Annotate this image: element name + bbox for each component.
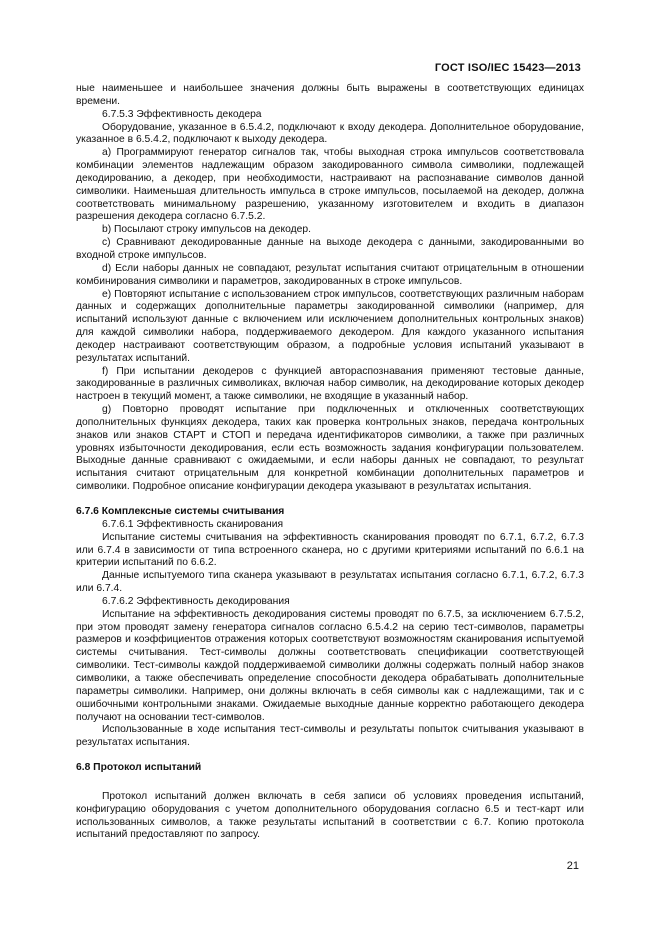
list-item-c: c) Сравнивают декодированные данные на выходе декодера с данными, закодированными во входной строке импульсов.	[76, 237, 584, 261]
list-item-a: a) Программируют генератор сигналов так, чтобы выходная строка импульсов соответствовала комбинации элементов надлежащим образом закодированного символа символики, подлежащей декодированию, а декодер, при необходимости, настраивают на распознавание символов данной символики. Наименьшая длительность импульса в строке импульсов, посылаемой на декодер, должна соответствовать минимальному разрешению, указанному изготовителем и входить в диапазон разрешения декодера согласно 6.7.5.2.	[76, 147, 584, 223]
document-body	[76, 83, 584, 842]
paragraph: Испытание системы считывания на эффективность сканирования проводят по 6.7.1, 6.7.2, 6.7.3 или 6.7.4 в зависимости от типа встроенного сканера, но с другими критериями испытаний по 6.6.1 на критерии испытаний по 6.6.2.	[76, 531, 584, 569]
spacer	[76, 750, 584, 762]
section-heading-6-7-6: 6.7.6 Комплексные системы считывания	[76, 506, 285, 517]
subsection-heading-6-7-6-1: 6.7.6.1 Эффективность сканирования	[102, 518, 284, 530]
standard-designation: ГОСТ ISO/IEC 15423—2013	[434, 62, 581, 74]
paragraph: Данные испытуемого типа сканера указывают в результатах испытания согласно 6.7.1, 6.7.2, 6.7.3 или 6.7.4.	[76, 570, 584, 595]
paragraph-continuation: ные наименьшее и наибольшее значения должны быть выражены в соответствующих единицах времени.	[76, 83, 584, 107]
spacer	[76, 775, 584, 791]
list-item-g: g) Повторно проводят испытание при подключенных и отключенных соответствующих дополнительных функциях декодера, таких как проверка контрольных знаков, передача контрольных знаков или знаков СТАРТ и СТОП и передача идентификаторов символики, а также при различных уровнях избыточности декодирования, если есть возможность задания конфигурации пользователем. Выходные данные сравнивают с ожидаемыми, и если наборы данных не совпадают, то результат испытания считают отрицательным для конкретной комбинации дополнительных параметров и символики. Подробное описание конфигурации декодера указывают в результатах испытания.	[76, 404, 584, 493]
section-heading-6-8: 6.8 Протокол испытаний	[76, 762, 202, 774]
paragraph: Испытание на эффективность декодирования системы проводят по 6.7.5, за исключением 6.7.5.2, при этом проводят замену генератора сигналов согласно 6.5.4.2 на серию тест-символов, параметры размеров и коэффициентов отражения которых соответствуют возможностям сканирования испытуемой системы считывания. Тест-символы должны соответствовать спецификации соответствующей символики. Тест-символы каждой поддерживаемой символики должны содержать полный набор знаков символики, а также обеспечивать определение способности декодера обрабатывать дополнительные параметры символики. Например, они должны включать в себя символы как с надлежащими, так и с ошибочными контрольными знаками. Ожидаемые выходные данные корректно работающего декодера получают на основании тест-символов.	[76, 608, 584, 723]
paragraph: Протокол испытаний должен включать в себя записи об условиях проведения испытаний, конфигурацию оборудования с учетом дополнительного оборудования согласно 6.5 и тест-карт или использованных символов, а также результаты испытаний в соответствии с 6.7. Копию протокола испытаний предоставляют по запросу.	[76, 790, 584, 841]
list-item-e: e) Повторяют испытание с использованием строк импульсов, соответствующих различным наборам данных и содержащих дополнительные параметры закодированной символики (например, для испытаний используют данные с включением или исключением дополнительных контрольных знаков) для каждой символики набора, поддерживаемого декодером. Для каждого указанного испытания декодер настраивают соответствующим образом, а подробные условия испытаний указывают в результатах испытаний.	[76, 288, 584, 364]
page-number: 21	[566, 860, 579, 872]
subsection-heading-6-7-5-3: 6.7.5.3 Эффективность декодера	[102, 108, 262, 120]
list-item-f: f) При испытании декодеров с функцией автораспознавания применяют тестовые данные, закодированные в различных символиках, включая набор символик, на декодирование которых декодер настроен в текущий момент, а также символики, не входящие в указанный набор.	[76, 365, 584, 403]
paragraph: Оборудование, указанное в 6.5.4.2, подключают к входу декодера. Дополнительное оборудование, указанное в 6.5.4.2, подключают к выходу декодера.	[76, 121, 584, 146]
list-item-b: b) Посылают строку импульсов на декодер.	[102, 224, 311, 236]
spacer	[76, 494, 584, 506]
list-item-d: d) Если наборы данных не совпадают, результат испытания считают отрицательным в отношении комбинирования символики и параметров, закодированных в строке импульсов.	[76, 262, 584, 287]
subsection-heading-6-7-6-2: 6.7.6.2 Эффективность декодирования	[102, 595, 290, 607]
paragraph: Использованные в ходе испытания тест-символы и результаты попыток считывания указывают в результатах испытания.	[76, 724, 584, 749]
